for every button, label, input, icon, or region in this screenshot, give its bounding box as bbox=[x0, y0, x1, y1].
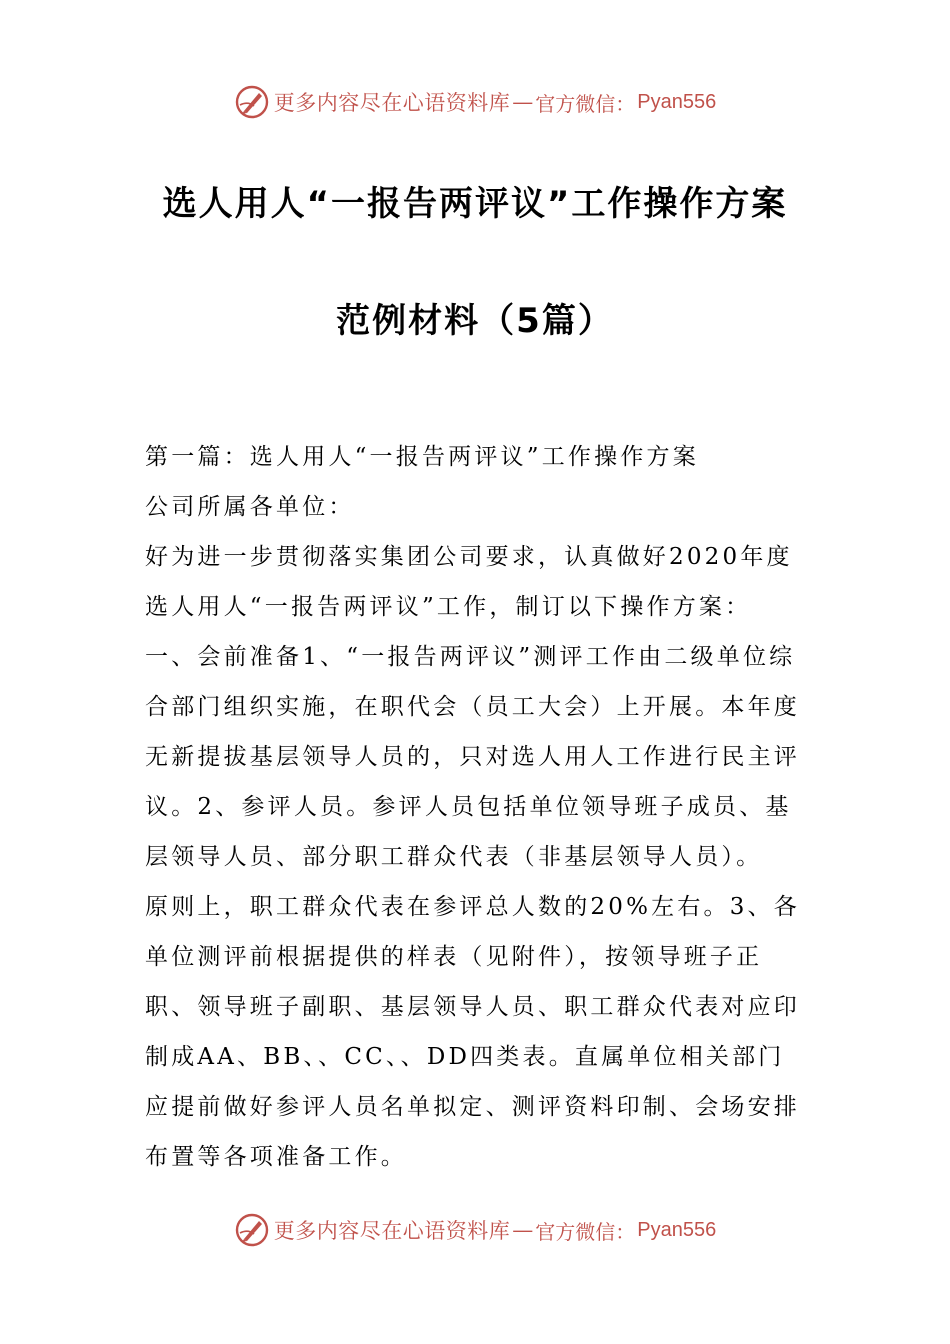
paragraph-principle: 原则上，职工群众代表在参评总人数的20%左右。3、各单位测评前根据提供的样表（见附件），按领导班子正职、领导班子副职、基层领导人员、职工群众代表对应印制成AA、BB、、CC、、DD四类表。直属单位相关部门应提前做好参评人员名单拟定、测评资料印制、会场安排布置等各项准备工作。 bbox=[145, 894, 800, 1170]
footer-watermark bbox=[0, 1208, 950, 1252]
watermark-wechat-id: Pyan556 bbox=[637, 90, 717, 113]
pen-logo-icon bbox=[234, 84, 270, 120]
paragraph-salutation: 公司所属各单位： bbox=[145, 494, 355, 520]
watermark-wechat-label: 官方微信： bbox=[535, 91, 636, 116]
paragraph-section-heading: 第一篇：选人用人“一报告两评议”工作操作方案 bbox=[145, 444, 699, 470]
watermark-dash: — bbox=[512, 1218, 534, 1242]
document-title-line2: 范例材料（5篇） bbox=[336, 301, 614, 341]
document-title-line1: 选人用人“一报告两评议”工作操作方案 bbox=[162, 184, 788, 224]
watermark-text: 更多内容尽在心语资料库 bbox=[273, 91, 511, 115]
document-body bbox=[145, 432, 810, 1182]
watermark-wechat-label: 官方微信： bbox=[535, 1219, 636, 1244]
watermark-text: 更多内容尽在心语资料库 bbox=[273, 1219, 511, 1243]
paragraph-intro: 好为进一步贯彻落实集团公司要求，认真做好2020年度选人用人“一报告两评议”工作，制订以下操作方案： bbox=[145, 544, 793, 620]
watermark-dash: — bbox=[512, 90, 534, 114]
paragraph-preparation: 一、会前准备1、“一报告两评议”测评工作由二级单位综合部门组织实施，在职代会（员工大会）上开展。本年度无新提拔基层领导人员的，只对选人用人工作进行民主评议。2、参评人员。参评人员包括单位领导班子成员、基层领导人员、部分职工群众代表（非基层领导人员）。 bbox=[145, 644, 800, 870]
header-watermark bbox=[0, 80, 950, 124]
pen-logo-icon bbox=[234, 1212, 270, 1248]
watermark-wechat-id: Pyan556 bbox=[637, 1218, 717, 1241]
